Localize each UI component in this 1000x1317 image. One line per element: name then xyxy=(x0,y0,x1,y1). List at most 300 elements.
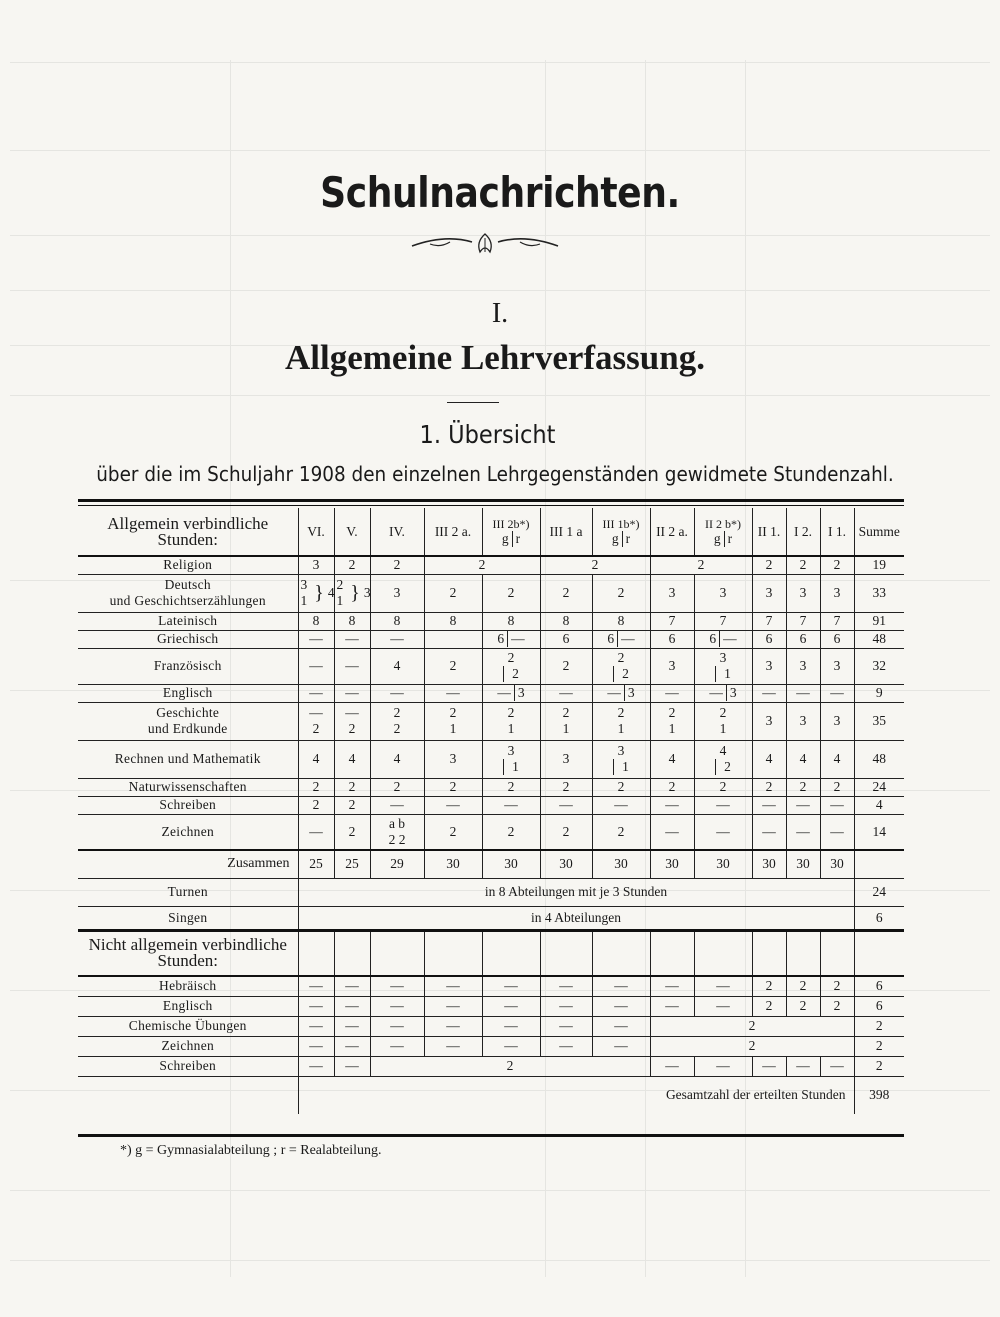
cell xyxy=(370,814,424,850)
cell-part: 2 2 xyxy=(388,831,406,847)
cell: — xyxy=(424,996,482,1016)
sum-cell: 14 xyxy=(854,814,904,850)
cell-part: 1 xyxy=(449,721,457,736)
ornament-divider xyxy=(410,230,560,256)
cell xyxy=(592,648,650,684)
cell: — xyxy=(424,796,482,814)
cell-part: — xyxy=(604,685,625,701)
cell xyxy=(694,630,752,648)
subject-label: Turnen xyxy=(78,878,298,906)
cell: 3 xyxy=(694,574,752,612)
cell: 3 xyxy=(370,574,424,612)
blank-cell xyxy=(78,1076,298,1114)
col-header: II 2 a. xyxy=(650,508,694,556)
cell xyxy=(592,684,650,702)
cell: — xyxy=(334,1036,370,1056)
subject-label: Naturwissenschaften xyxy=(78,778,298,796)
subject-label: Griechisch xyxy=(78,630,298,648)
sum-cell: 2 xyxy=(854,1056,904,1076)
cell-part: 2 xyxy=(336,577,344,592)
cell: — xyxy=(540,1036,592,1056)
cell: — xyxy=(786,796,820,814)
cell-part: 2 xyxy=(617,650,625,665)
cell: — xyxy=(334,1016,370,1036)
col-header: III 1 a xyxy=(540,508,592,556)
cell: — xyxy=(540,976,592,996)
table-top-rule xyxy=(78,499,904,502)
cell: 25 xyxy=(298,850,334,878)
cell-part: 3 xyxy=(627,685,635,700)
cell: — xyxy=(540,796,592,814)
cell xyxy=(694,702,752,740)
r-label: r xyxy=(727,530,733,546)
cell: 4 xyxy=(370,648,424,684)
cell: — xyxy=(298,1016,334,1036)
cell xyxy=(694,684,752,702)
cell: — xyxy=(370,684,424,702)
sum-cell: 2 xyxy=(854,1036,904,1056)
cell-part: 6 xyxy=(494,631,508,647)
cell: 2 xyxy=(820,996,854,1016)
cell: — xyxy=(482,1036,540,1056)
g-label: g xyxy=(711,531,725,547)
cell: — xyxy=(370,976,424,996)
cell: 2 xyxy=(592,814,650,850)
cell xyxy=(540,702,592,740)
cell: 30 xyxy=(650,850,694,878)
cell: — xyxy=(298,814,334,850)
cell-merged: 2 xyxy=(650,1036,854,1056)
cell: 30 xyxy=(424,850,482,878)
table-row xyxy=(78,1036,904,1056)
cell: — xyxy=(370,630,424,648)
cell: 2 xyxy=(298,778,334,796)
table-row xyxy=(78,778,904,796)
cell-part: 2 xyxy=(715,759,731,775)
cell xyxy=(694,648,752,684)
cell-part: 3 xyxy=(507,743,515,758)
cell-part: 1 xyxy=(300,593,308,608)
page-title: Schulnachrichten. xyxy=(320,168,680,217)
cell: 2 xyxy=(820,556,854,574)
cell: 6 xyxy=(820,630,854,648)
cell-part: 6 xyxy=(604,631,618,647)
cell: 2 xyxy=(752,556,786,574)
cell: 30 xyxy=(694,850,752,878)
cell-part: 2 xyxy=(348,721,356,736)
cell: — xyxy=(786,814,820,850)
cell: — xyxy=(482,996,540,1016)
short-divider xyxy=(447,402,499,403)
cell: — xyxy=(334,1056,370,1076)
cell: 3 xyxy=(820,574,854,612)
cell: — xyxy=(592,976,650,996)
sum-cell: 32 xyxy=(854,648,904,684)
cell: 6 xyxy=(540,630,592,648)
cell: — xyxy=(482,976,540,996)
cell: 30 xyxy=(482,850,540,878)
blank-cell xyxy=(820,930,854,976)
cell: 3 xyxy=(752,574,786,612)
cell: — xyxy=(650,814,694,850)
cell xyxy=(694,740,752,778)
cell: 3 xyxy=(424,740,482,778)
col-header-label: III 1b*) xyxy=(602,516,640,531)
table-row xyxy=(78,878,904,906)
cell: 3 xyxy=(650,648,694,684)
cell: 3 xyxy=(752,702,786,740)
cell: — xyxy=(424,1036,482,1056)
cell-part: 4 xyxy=(719,743,727,758)
cell xyxy=(370,702,424,740)
cell xyxy=(592,702,650,740)
footnote: *) g = Gymnasialabteilung ; r = Realabteilung. xyxy=(120,1143,382,1158)
cell: 2 xyxy=(370,778,424,796)
cell: 8 xyxy=(424,612,482,630)
cell-part: 1 xyxy=(507,721,515,736)
cell: — xyxy=(370,996,424,1016)
cell xyxy=(592,740,650,778)
cell: — xyxy=(370,1016,424,1036)
cell-part: — xyxy=(345,705,359,720)
col-header: Summe xyxy=(854,508,904,556)
cell: 3 xyxy=(650,574,694,612)
subject-label-line: und Erdkunde xyxy=(147,721,228,736)
lesson-hours-table xyxy=(78,508,904,1114)
table-row xyxy=(78,630,904,648)
col-header: IV. xyxy=(370,508,424,556)
sum-cell: 6 xyxy=(854,976,904,996)
col-header xyxy=(694,508,752,556)
cell: 2 xyxy=(752,996,786,1016)
cell: 2 xyxy=(298,796,334,814)
cell xyxy=(298,702,334,740)
table-row xyxy=(78,1016,904,1036)
sum-cell: 6 xyxy=(854,906,904,930)
subject-label: Englisch xyxy=(78,684,298,702)
subject-label: Englisch xyxy=(78,996,298,1016)
table-row xyxy=(78,814,904,850)
r-label: r xyxy=(625,530,631,546)
cell: 2 xyxy=(592,574,650,612)
cell: — xyxy=(424,684,482,702)
cell: — xyxy=(752,796,786,814)
cell: — xyxy=(424,976,482,996)
cell xyxy=(298,574,334,612)
cell: 30 xyxy=(786,850,820,878)
cell: 2 xyxy=(482,814,540,850)
cell: — xyxy=(786,684,820,702)
subject-label: Schreiben xyxy=(78,1056,298,1076)
cell-part: 1 xyxy=(719,721,727,736)
brace-glyph: } xyxy=(350,582,360,604)
cell: 4 xyxy=(370,740,424,778)
cell-part: — xyxy=(511,631,525,646)
cell: — xyxy=(540,1016,592,1036)
cell: 2 xyxy=(540,574,592,612)
cell-part: 2 xyxy=(613,666,629,682)
g-label: g xyxy=(609,531,623,547)
cell: 3 xyxy=(820,702,854,740)
cell: — xyxy=(820,684,854,702)
cell: — xyxy=(694,1056,752,1076)
cell-part: 2 xyxy=(393,705,401,720)
subject-label-line: Geschichte xyxy=(156,705,220,720)
cell: 2 xyxy=(424,778,482,796)
cell: 25 xyxy=(334,850,370,878)
cell-part: 1 xyxy=(336,593,344,608)
cell: 8 xyxy=(334,612,370,630)
cell xyxy=(482,684,540,702)
cell: 8 xyxy=(298,612,334,630)
cell-part: 3 xyxy=(719,650,727,665)
blank-cell xyxy=(298,930,334,976)
cell xyxy=(482,702,540,740)
subject-label xyxy=(78,574,298,612)
section-number: I. xyxy=(491,298,509,329)
cell: 2 xyxy=(334,778,370,796)
subject-label: Singen xyxy=(78,906,298,930)
cell: 29 xyxy=(370,850,424,878)
sum-cell: 35 xyxy=(854,702,904,740)
cell: 4 xyxy=(298,740,334,778)
cell: — xyxy=(298,996,334,1016)
cell: — xyxy=(592,1016,650,1036)
cell: 2 xyxy=(424,648,482,684)
blank-cell xyxy=(854,930,904,976)
cell: 7 xyxy=(820,612,854,630)
group1-heading: Allgemein verbindliche Stunden: xyxy=(78,508,298,556)
cell: — xyxy=(752,814,786,850)
cell-part: 1 xyxy=(668,721,676,736)
cell: — xyxy=(334,648,370,684)
cell: 8 xyxy=(592,612,650,630)
cell-part: 2 xyxy=(562,705,570,720)
cell: — xyxy=(298,648,334,684)
blank-cell xyxy=(424,930,482,976)
cell: 2 xyxy=(424,814,482,850)
cell: 6 xyxy=(752,630,786,648)
cell-part: — xyxy=(723,631,737,646)
cell: 2 xyxy=(786,778,820,796)
subsection-subtitle: über die im Schuljahr 1908 den einzelnen Lehrgegenständen gewidmete Stundenzahl. xyxy=(96,462,894,486)
cell: 2 xyxy=(820,778,854,796)
cell: 8 xyxy=(482,612,540,630)
blank-cell xyxy=(482,930,540,976)
subject-label: Hebräisch xyxy=(78,976,298,996)
cell: — xyxy=(592,796,650,814)
table-row xyxy=(78,996,904,1016)
table-row xyxy=(78,702,904,740)
cell-part: 2 xyxy=(393,721,401,736)
grand-total-value: 398 xyxy=(854,1076,904,1114)
cell: 7 xyxy=(694,612,752,630)
cell: — xyxy=(592,996,650,1016)
cell: 3 xyxy=(786,702,820,740)
cell: 2 xyxy=(334,796,370,814)
table-row-total xyxy=(78,850,904,878)
subject-label-line: Deutsch xyxy=(164,577,211,592)
cell: 3 xyxy=(786,574,820,612)
cell: — xyxy=(424,1016,482,1036)
cell: 30 xyxy=(752,850,786,878)
blank-cell xyxy=(752,930,786,976)
blank-cell xyxy=(786,930,820,976)
cell: 2 xyxy=(424,556,540,574)
subject-label: Religion xyxy=(78,556,298,574)
grand-total-label: Gesamtzahl der erteilten Stunden xyxy=(298,1076,854,1114)
cell: — xyxy=(650,796,694,814)
cell: 2 xyxy=(786,556,820,574)
cell: — xyxy=(786,1056,820,1076)
blank-cell xyxy=(650,930,694,976)
sum-cell: 33 xyxy=(854,574,904,612)
blank-cell xyxy=(334,930,370,976)
table-row xyxy=(78,612,904,630)
subject-label: Schreiben xyxy=(78,796,298,814)
cell xyxy=(334,574,370,612)
cell-part: 2 xyxy=(719,705,727,720)
col-header-label: III 2b*) xyxy=(492,516,530,531)
cell-part: 2 xyxy=(503,666,519,682)
col-header: V. xyxy=(334,508,370,556)
cell-part: — xyxy=(621,631,635,646)
cell: — xyxy=(650,996,694,1016)
cell: — xyxy=(820,796,854,814)
cell-part: 1 xyxy=(562,721,570,736)
sum-cell: 9 xyxy=(854,684,904,702)
cell: — xyxy=(694,796,752,814)
cell-part: a b xyxy=(388,815,406,831)
cell: — xyxy=(650,1056,694,1076)
cell-part: 2 xyxy=(449,705,457,720)
cell-part: 1 xyxy=(617,721,625,736)
blank-cell xyxy=(540,930,592,976)
cell: 2 xyxy=(540,648,592,684)
cell: 2 xyxy=(482,574,540,612)
cell: — xyxy=(334,976,370,996)
cell: — xyxy=(694,976,752,996)
cell: 3 xyxy=(752,648,786,684)
cell-part: 1 xyxy=(715,666,731,682)
cell: — xyxy=(370,1036,424,1056)
cell-merged: in 4 Abteilungen xyxy=(298,906,854,930)
cell-part: 1 xyxy=(613,759,629,775)
cell: 2 xyxy=(334,556,370,574)
cell: — xyxy=(370,796,424,814)
cell: 2 xyxy=(370,556,424,574)
subject-label: Französisch xyxy=(78,648,298,684)
cell: — xyxy=(694,996,752,1016)
cell-part: 2 xyxy=(507,705,515,720)
cell-part: 2 xyxy=(617,705,625,720)
cell: 2 xyxy=(786,996,820,1016)
cell xyxy=(650,702,694,740)
col-header: II 1. xyxy=(752,508,786,556)
col-header xyxy=(482,508,540,556)
cell-part: 1 xyxy=(503,759,519,775)
cell-part: — xyxy=(706,685,727,701)
subject-label xyxy=(78,702,298,740)
sum-cell: 2 xyxy=(854,1016,904,1036)
g-label: g xyxy=(499,531,513,547)
sum-cell: 91 xyxy=(854,612,904,630)
cell-part: 2 xyxy=(507,650,515,665)
col-header: VI. xyxy=(298,508,334,556)
subject-label-line: und Geschichtserzählungen xyxy=(109,593,266,608)
cell: 8 xyxy=(540,612,592,630)
cell: 3 xyxy=(540,740,592,778)
cell: 7 xyxy=(752,612,786,630)
cell-part: 2 xyxy=(668,705,676,720)
cell: 4 xyxy=(820,740,854,778)
cell: 4 xyxy=(752,740,786,778)
cell: — xyxy=(650,976,694,996)
cell: — xyxy=(482,796,540,814)
cell: — xyxy=(334,630,370,648)
cell: 2 xyxy=(540,778,592,796)
cell: 2 xyxy=(650,778,694,796)
blank-cell xyxy=(694,930,752,976)
cell: — xyxy=(482,1016,540,1036)
cell: — xyxy=(694,814,752,850)
cell: 6 xyxy=(786,630,820,648)
total-label: Zusammen xyxy=(78,850,298,878)
cell: 2 xyxy=(540,814,592,850)
cell: — xyxy=(540,684,592,702)
cell-merged: 2 xyxy=(650,1016,854,1036)
cell-part: 3 xyxy=(300,577,308,592)
cell: — xyxy=(820,814,854,850)
col-header-label: II 2 b*) xyxy=(705,516,741,531)
cell: 7 xyxy=(786,612,820,630)
cell: — xyxy=(298,630,334,648)
cell: 4 xyxy=(650,740,694,778)
cell: — xyxy=(592,1036,650,1056)
cell xyxy=(482,648,540,684)
cell: 7 xyxy=(650,612,694,630)
group2-header-row xyxy=(78,930,904,976)
cell xyxy=(482,740,540,778)
cell xyxy=(592,630,650,648)
cell: 2 xyxy=(650,556,752,574)
cell: — xyxy=(298,976,334,996)
cell: 4 xyxy=(786,740,820,778)
cell: 2 xyxy=(540,556,650,574)
cell-merged: in 8 Abteilungen mit je 3 Stunden xyxy=(298,878,854,906)
cell: 8 xyxy=(370,612,424,630)
table-row xyxy=(78,684,904,702)
cell: 4 xyxy=(334,740,370,778)
cell-part: — xyxy=(309,705,323,720)
cell: — xyxy=(298,684,334,702)
subject-label: Rechnen und Mathematik xyxy=(78,740,298,778)
col-header: I 2. xyxy=(786,508,820,556)
cell xyxy=(424,630,482,648)
cell: 30 xyxy=(592,850,650,878)
sum-cell: 19 xyxy=(854,556,904,574)
sum-cell xyxy=(854,850,904,878)
cell-part: 4 xyxy=(327,585,335,600)
table-top-rule-thin xyxy=(78,505,904,506)
sum-cell: 48 xyxy=(854,740,904,778)
blank-cell xyxy=(370,930,424,976)
cell-part: 3 xyxy=(517,685,525,700)
cell: — xyxy=(334,684,370,702)
subject-label: Chemische Übungen xyxy=(78,1016,298,1036)
cell-merged: 2 xyxy=(370,1056,650,1076)
cell-part: 2 xyxy=(312,721,320,736)
